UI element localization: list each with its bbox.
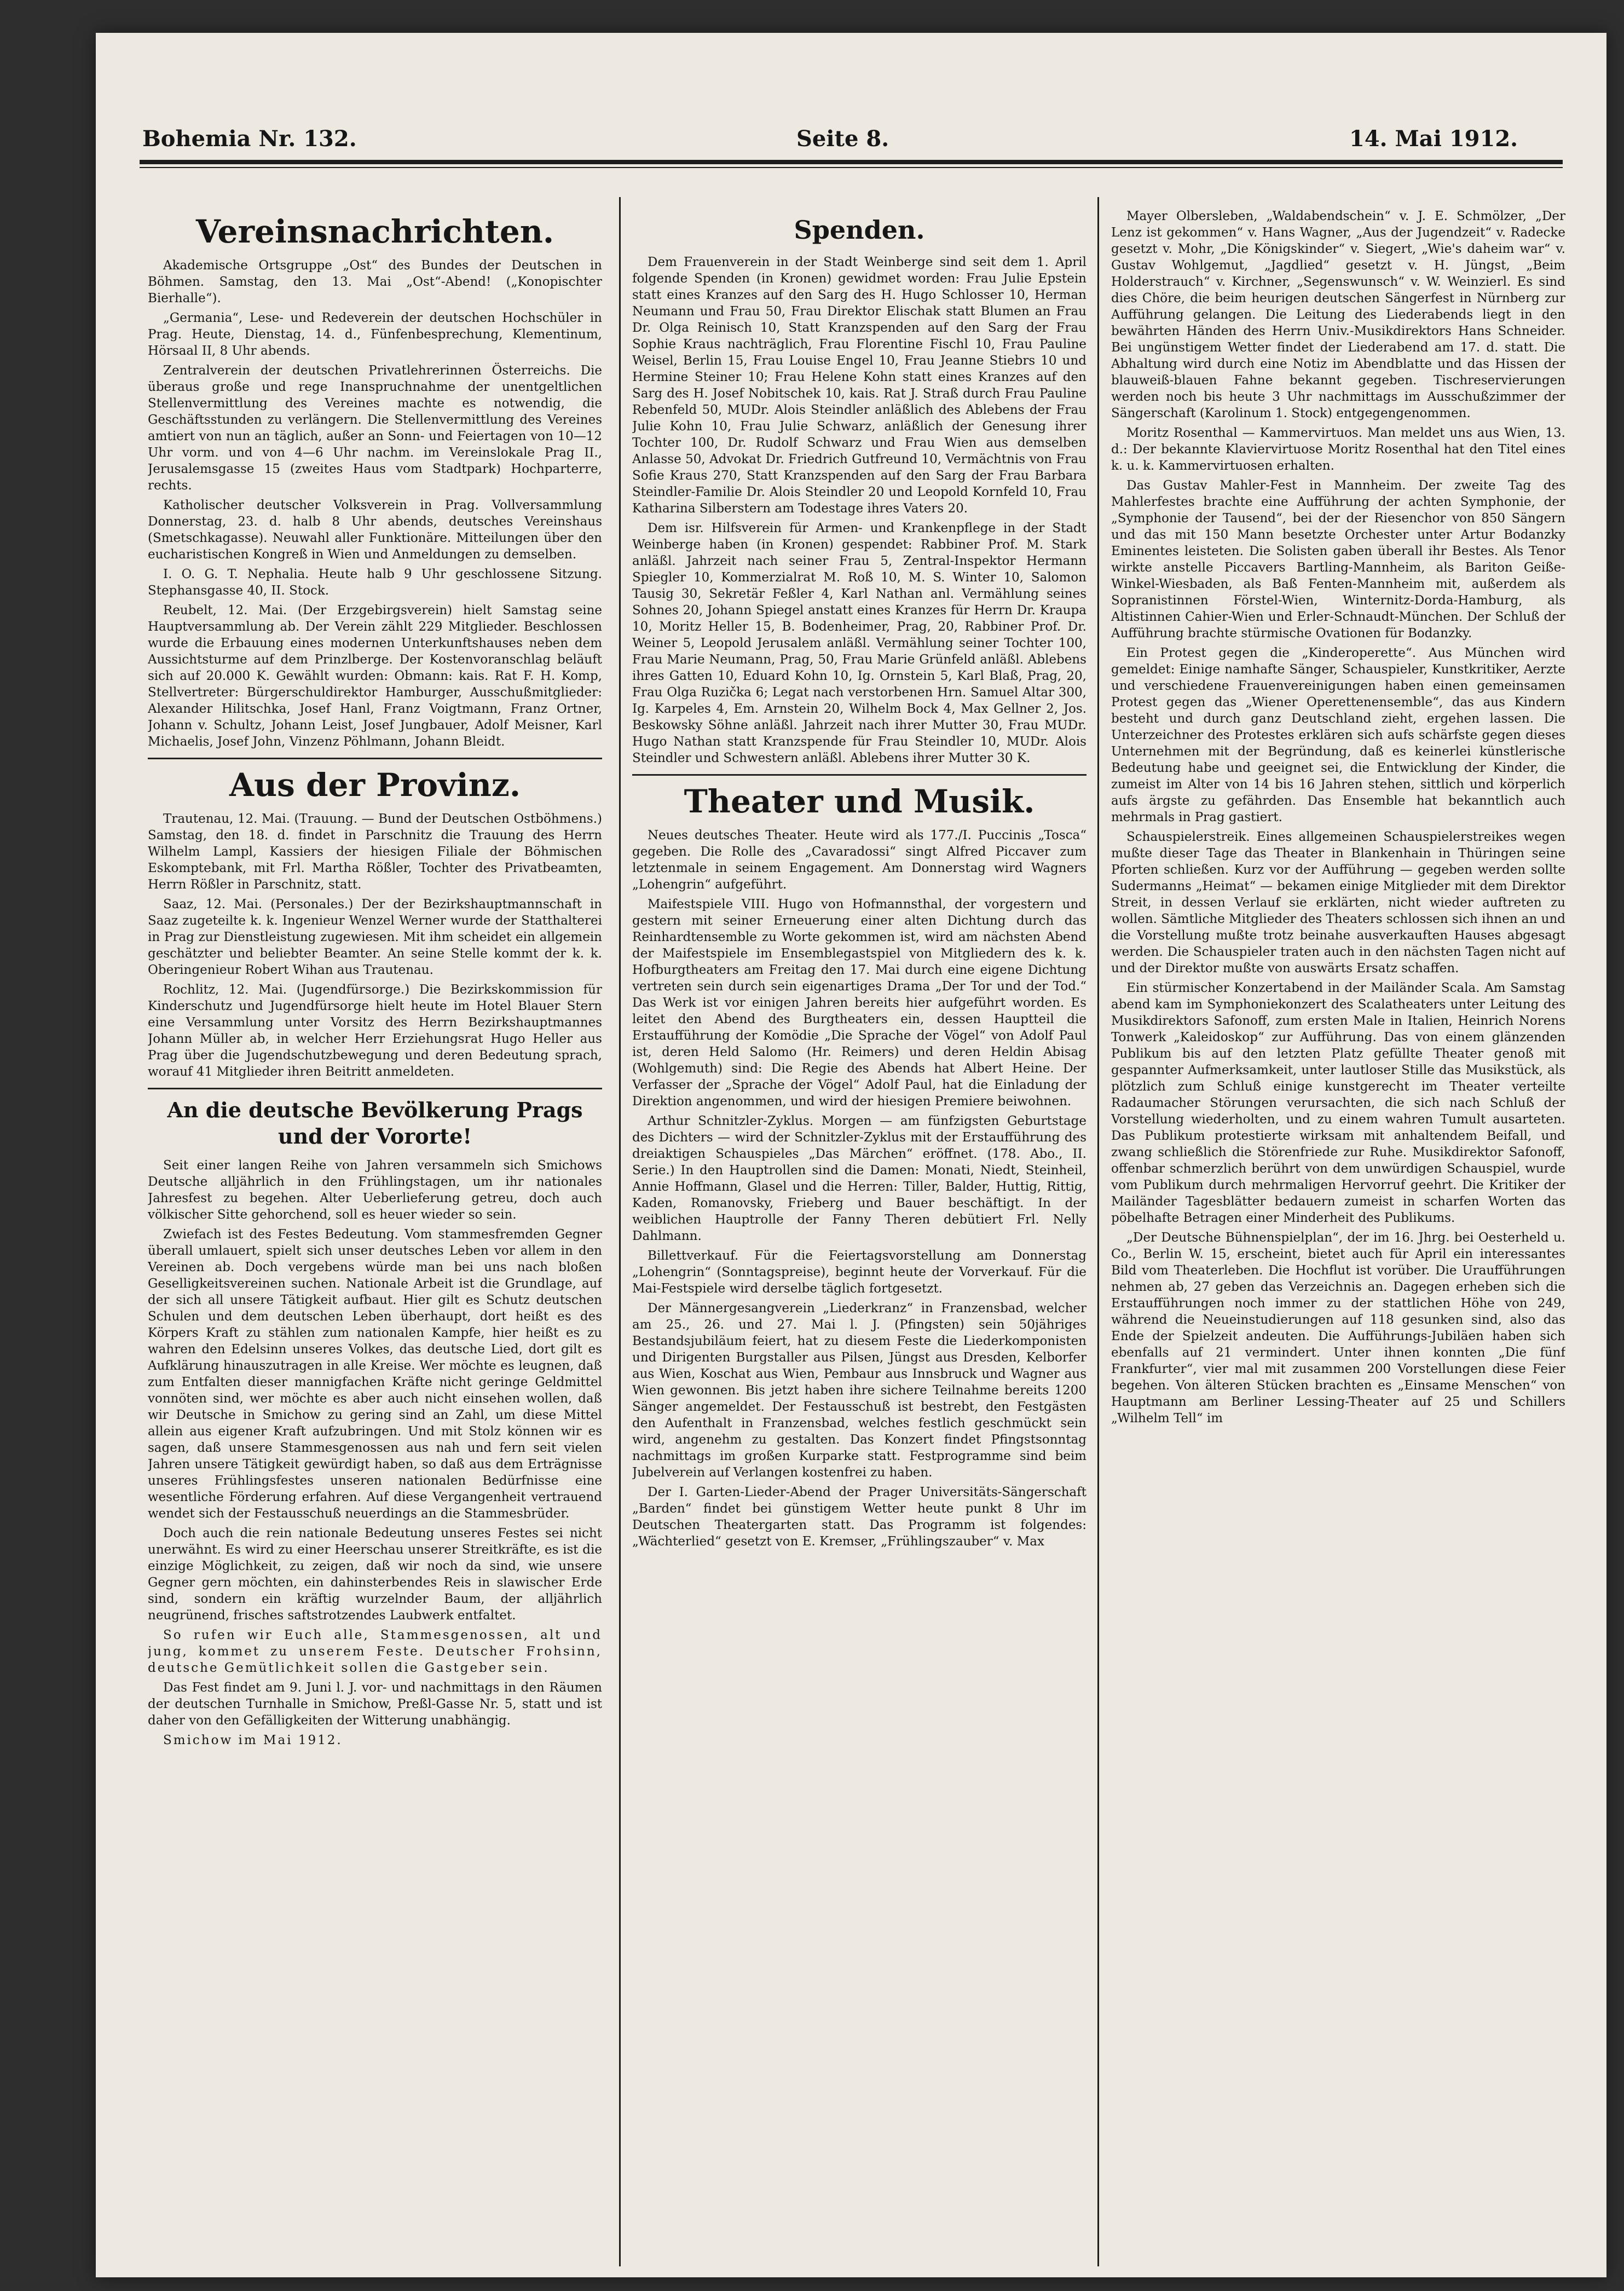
newspaper-page [96, 33, 1606, 2277]
article-paragraph: Saaz, 12. Mai. (Personales.) Der der Bezirkshauptmannschaft in Saaz zugeteilte k. k. Ingenieur Wenzel Werner wurde der Statthalterei in Prag zur Dienstleistung zugewiesen. Mit ihm scheidet ein allgemein geschätzter und beliebter Beamter. An seine Stelle kommt der k. k. Oberingenieur Robert Wihan aus Trautenau. [148, 897, 602, 977]
article-paragraph: Rochlitz, 12. Mai. (Jugendfürsorge.) Die Bezirkskommission für Kinderschutz und Jugendfürsorge hielt heute im Hotel Blauer Stern eine Versammlung unter Vorsitz des Herrn Bezirkshauptmannes Johann Müller ab, in welcher Herr Erziehungsrat Hugo Heller aus Prag über die Jugendschutzbewegung und deren Bedeutung sprach, worauf 41 Mitglieder ihren Beitritt anmeldeten. [148, 983, 602, 1079]
article-paragraph: „Der Deutsche Bühnenspielplan“, der im 16. Jhrg. bei Oesterheld u. Co., Berlin W. 15, erscheint, bietet auch für April ein interessantes Bild vom Theaterleben. Die Hochflut ist vorüber. Die Uraufführungen nehmen ab, 27 geben das Verzeichnis an. Dagegen erheben sich die Erstaufführungen noch immer zu der stattlichen Höhe von 249, während die Neueinstudierungen auf 118 gesunken sind, also das Ende der Spielzeit andeuten. Die Aufführungs-Jubiläen haben sich ebenfalls auf 21 vermindert. Unter ihnen konnten „Die fünf Frankfurter“, vier mal mit zusammen 200 Vorstellungen diese Feier begehen. Von älteren Stücken brachten es „Einsame Menschen“ von Hauptmann am Berliner Lessing-Theater auf 25 und Schillers „Wilhelm Tell“ im [1111, 1231, 1565, 1426]
section-title-appeal: An die deutsche Bevölkerung Prags und der Vororte! [167, 1098, 583, 1149]
article-paragraph: Der I. Garten-Lieder-Abend der Prager Universitäts-Sängerschaft „Barden“ findet bei günstigem Wetter heute punkt 8 Uhr im Deutschen Theatergarten statt. Das Programm ist folgendes: „Wächterlied“ gesetzt von E. Kremser, „Frühlingszauber“ v. Max [632, 1485, 1086, 1549]
article-paragraph: Seit einer langen Reihe von Jahren versammeln sich Smichows Deutsche alljährlich in den Frühlingstagen, um ihr nationales Jahresfest zu begehen. Alter Ueberlieferung getreu, doch auch völkischer Sitte gehorchend, soll es heuer wieder so sein. [148, 1158, 602, 1222]
header-rule [140, 160, 1563, 164]
header-date: 14. Mai 1912. [1349, 126, 1518, 152]
section-rule [148, 758, 602, 759]
column-3 [1111, 208, 1565, 2283]
header-rule-thin [140, 167, 1563, 168]
article-paragraph: Doch auch die rein nationale Bedeutung unseres Festes sei nicht unerwähnt. Es wird zu einer Heerschau unserer Streitkräfte, es ist die einzige Möglichkeit, zu zeigen, daß wir noch da sind, wie unsere Gegner gern möchten, ein dahinsterbendes Reis in slawischer Erde sind, sondern ein kräftig wurzelnder Baum, der alljährlich neugrünend, frisches saftstrotzendes Laubwerk entfaltet. [148, 1526, 602, 1623]
article-paragraph: Ein Protest gegen die „Kinderoperette“. Aus München wird gemeldet: Einige namhafte Sänger, Schauspieler, Kunstkritiker, Aerzte und verschiedene Frauenvereinigungen haben einen gemeinsamen Protest gegen das „Wiener Operettenensemble“, das aus Kindern besteht und durch ganz Deutschland zieht, ergehen lassen. Die Unterzeichner des Protestes erklären sich aufs schärfste gegen dieses Unternehmen mit der Begründung, daß es keinerlei künstlerische Bedeutung habe und geeignet sei, die Entwicklung der Kinder, die zumeist im Alter von 14 bis 16 Jahren stehen, sittlich und körperlich aufs ärgste zu gefährden. Das Ensemble hat bekanntlich auch mehrmals in Prag gastiert. [1111, 646, 1565, 824]
article-paragraph: Reubelt, 12. Mai. (Der Erzgebirgsverein) hielt Samstag seine Hauptversammlung ab. Der Verein zählt 229 Mitglieder. Beschlossen wurde die Erbauung eines modernen Unterkunftshauses neben dem Aussichtsturme auf dem Prinzlberge. Der Kostenvoranschlag beläuft sich auf 20.000 K. Gewählt wurden: Obmann: kais. Rat F. H. Komp, Stellvertreter: Bürgerschuldirektor Hamburger, Ausschußmitglieder: Alexander Hilitschka, Josef Hanl, Franz Voigtmann, Franz Ortner, Johann v. Schultz, Johann Leist, Josef Jungbauer, Adolf Meisner, Karl Michaelis, Josef John, Vinzenz Pöhlmann, Johann Bleidt. [148, 603, 602, 749]
article-paragraph: Trautenau, 12. Mai. (Trauung. — Bund der Deutschen Ostböhmens.) Samstag, den 18. d. findet in Parschnitz die Trauung des Herrn Wilhelm Lampl, Kassiers der hiesigen Filiale der Böhmischen Eskomptebank, mit Frl. Martha Rößler, Tochter des Privatbeamten, Herrn Rößler in Parschnitz, statt. [148, 812, 602, 892]
section-title-theater-und-musik: Theater und Musik. [684, 783, 1035, 820]
article-paragraph: „Germania“, Lese- und Redeverein der deutschen Hochschüler in Prag. Heute, Dienstag, 14. d., Fünfenbesprechung, Klementinum, Hörsaal II, 8 Uhr abends. [148, 311, 602, 358]
article-signature: Smichow im Mai 1912. [163, 1733, 343, 1747]
article-paragraph: Billettverkauf. Für die Feiertagsvorstellung am Donnerstag „Lohengrin“ (Sonntagspreise), beginnt heute der Vorverkauf. Für die Mai-Festspiele wird derselbe täglich fortgesetzt. [632, 1249, 1086, 1296]
section-title-spenden: Spenden. [794, 215, 925, 245]
article-paragraph: Zentralverein der deutschen Privatlehrerinnen Österreichs. Die überaus große und rege Inanspruchnahme der unentgeltlichen Stellenvermittlung des Vereines machte es notwendig, die Geschäftsstunden zu verlängern. Die Stellenvermittlung des Vereines amtiert von nun an täglich, außer an Sonn- und Feiertagen von 10—12 Uhr vorm. und von 4—6 Uhr nachm. im Vereinslokale Prag II., Jerusalemsgasse 15 (zweites Haus vom Stadtpark) Hochparterre, rechts. [148, 363, 602, 493]
article-paragraph: Dem isr. Hilfsverein für Armen- und Krankenpflege in der Stadt Weinberge haben (in Kronen) gespendet: Rabbiner Prof. M. Stark anläßl. Jahrzeit nach seiner Frau 5, Zentral-Inspektor Hermann Spiegler 10, Kommerzialrat M. Roß 10, M. S. Winter 10, Salomon Tausig 30, Sekretär Feßler 4, Karl Nathan anl. Vermählung seines Sohnes 20, Johann Spiegel anstatt eines Kranzes für Herrn Dr. Kraupa 10, Moritz Heller 15, B. Bodenheimer, Prag, 20, Rabbiner Prof. Dr. Weiner 5, Leopold Jerusalem anläßl. Vermählung seiner Tochter 100, Frau Marie Neumann, Prag, 50, Frau Marie Grünfeld anläßl. Ablebens ihres Gatten 10, Eduard Kohn 10, Ig. Ornstein 5, Karl Blaß, Prag, 20, Frau Olga Ruzička 6; Legat nach verstorbenen Hrn. Samuel Altar 300, Ig. Karpeles 4, Em. Arnstein 20, Wilhelm Bock 4, Max Gellner 2, Jos. Beskowsky Söhne anläßl. Jahrzeit nach ihrer Mutter 30, Frau MUDr. Hugo Nathan statt Kranzspende für Frau Steindler 10, MUDr. Alois Steindler und Schwestern anläßl. Ablebens ihrer Mutter 30 K. [632, 521, 1086, 765]
article-paragraph: Schauspielerstreik. Eines allgemeinen Schauspielerstreikes wegen mußte dieser Tage das Theater in Blankenhain in Thüringen seine Pforten schließen. Kurz vor der Aufführung — gegeben werden sollte Sudermanns „Heimat“ — bekamen einige Mitglieder mit dem Direktor Streit, in dessen Verlauf sie erklärten, nicht wieder auftreten zu wollen. Sämtliche Mitglieder des Theaters schlossen sich ihnen an und die Vorstellung mußte trotz beinahe ausverkauften Hauses abgesagt werden. Die Schauspieler traten auch in den nächsten Tagen nicht auf und der Direktor mußte von auswärts Ersatz schaffen. [1111, 830, 1565, 976]
header-page-number: Seite 8. [796, 126, 889, 152]
article-paragraph: Zwiefach ist des Festes Bedeutung. Vom stammesfremden Gegner überall umlauert, spielt sich unser deutsches Leben vor allem in den Vereinen ab. Doch vergebens würde man bei uns nach bloßen Geselligkeitsvereinen suchen. Nationale Arbeit ist die Grundlage, auf der sich all unsere Tätigkeit aufbaut. Hier gilt es Schutz deutschen Schulen und dem deutschen Leben überhaupt, dort heißt es des Körpers Kraft zu stählen zum nationalen Kampfe, hier heißt es zu wahren den Edelsinn unseres Volkes, das deutsche Lied, dort gilt es Aufklärung hinauszutragen in alle Kreise. Wer möchte es leugnen, daß zum Entfalten dieser mannigfachen Kräfte nicht geringe Geldmittel vonnöten sind, wer möchte es aber auch nicht einsehen wollen, daß wir Deutsche in Smichow zu gering sind an Zahl, um diese Mittel allein aus eigener Kraft aufzubringen. Und mit Stolz können wir es sagen, daß unsere Stammesgenossen aus nah und fern seit vielen Jahren unsere Tätigkeit gewürdigt haben, so daß aus dem Erträgnisse unseres Frühlingsfestes unseren nationalen Bedürfnisse eine wesentliche Förderung erfahren. Auf diese Vergangenheit vertrauend wendet sich der Festausschuß neuerdings an die Stammesbrüder. [148, 1227, 602, 1521]
article-paragraph: Ein stürmischer Konzertabend in der Mailänder Scala. Am Samstag abend kam im Symphoniekonzert des Scalatheaters unter Leitung des Musikdirektors Safonoff, zum ersten Male in Italien, Heinrich Norens Tonwerk „Kaleidoskop“ zur Aufführung. Das von einem glänzenden Publikum bis auf den letzten Platz gefüllte Theater genoß mit gespannter Aufmerksamkeit, unter lautloser Stille das Musikstück, als plötzlich zum Schluß einige kunstgerecht im Theater verteilte Radaumacher Störungen verursachten, die sich nach Schluß der Vorstellung wiederholten, und zu einem wahren Tumult ausarteten. Das Publikum protestierte wirksam mit anhaltendem Beifall, und zwang schließlich die Störenfriede zur Ruhe. Musikdirektor Safonoff, offenbar schmerzlich berührt von dem unwürdigen Schauspiel, wurde vom Publikum durch mehrmaligen Hervorruf geehrt. Die Kritiker der Mailänder Tagesblätter bedauern zumeist in scharfen Worten das pöbelhafte Betragen einer Minderheit des Publikums. [1111, 981, 1565, 1225]
article-paragraph: Dem Frauenverein in der Stadt Weinberge sind seit dem 1. April folgende Spenden (in Kronen) gewidmet worden: Frau Julie Epstein statt eines Kranzes auf den Sarg des H. Hugo Schlosser 10, Herman Neumann und Frau 50, Frau Direktor Elischak statt Blumen an Frau Dr. Olga Reinisch 10, Statt Kranzspenden auf den Sarg der Frau Sophie Kraus nachträglich, Frau Florentine Fischl 10, Frau Pauline Weisel, Berlin 15, Frau Louise Engel 10, Frau Jeanne Stiebrs 10 und Hermine Steiner 10; Frau Helene Kohn statt eines Kranzes auf den Sarg des H. Josef Nobitschek 10, kais. Rat J. Straß durch Frau Pauline Rebenfeld 50, MUDr. Alois Steindler anläßlich des Ablebens der Frau Julie Kohn 10, Frau Julie Schwarz, anläßlich der Genesung ihrer Tochter 100, Dr. Rudolf Schwarz und Frau Wien aus demselben Anlasse 50, Advokat Dr. Friedrich Gutfreund 10, Vermächtnis von Frau Sofie Kraus 270, Statt Kranzspenden auf den Sarg der Frau Barbara Steindler-Familie Dr. Alois Steindler 20 und Leopold Kornfeld 10, Frau Katharina Silberstern am Todestage ihres Vaters 20. [632, 255, 1086, 516]
article-paragraph: Arthur Schnitzler-Zyklus. Morgen — am fünfzigsten Geburtstage des Dichters — wird der Schnitzler-Zyklus mit der Erstaufführung des dreiaktigen Schauspieles „Das Märchen“ eröffnet. (178. Abo., II. Serie.) In den Hauptrollen sind die Damen: Monati, Niedt, Steinheil, Annie Hoffmann, Glasel und die Herren: Tiller, Balder, Huttig, Rittig, Kaden, Romanovsky, Frieberg und Bauer beschäftigt. In der weiblichen Hauptrolle der Fanny Theren debütiert Frl. Nelly Dahlmann. [632, 1114, 1086, 1243]
section-title-vereinsnachrichten: Vereinsnachrichten. [195, 213, 554, 250]
article-paragraph: Akademische Ortsgruppe „Ost“ des Bundes der Deutschen in Böhmen. Samstag, den 13. Mai „Ost“-Abend! („Konopischter Bierhalle“). [148, 258, 602, 305]
article-paragraph: Maifestspiele VIII. Hugo von Hofmannsthal, der vorgestern und gestern mit seiner Erneuerung einer alten Dichtung durch das Reinhardtensemble zu Worte gekommen ist, wird am nächsten Abend der Maifestspiele im Ensemblegastspiel von Mitgliedern des k. k. Hofburgtheaters am Freitag den 17. Mai durch eine eigene Dichtung vertreten sein durch sein eigenartiges Drama „Der Tor und der Tod.“ Das Werk ist vor einigen Jahren bereits hier aufgeführt worden. Es leitet den Abend des Burgtheaters ein, dessen Hauptteil die Erstaufführung der Komödie „Die Sprache der Vögel“ von Adolf Paul ist, deren Held Salomo (Hr. Reimers) und deren Heldin Abisag (Wohlgemuth) sind: Die Regie des Abends hat Albert Heine. Der Verfasser der „Sprache der Vögel“ Adolf Paul, hat die Einladung der Direktion angenommen, und wird der hiesigen Premiere beiwohnen. [632, 897, 1086, 1109]
article-paragraph: Das Fest findet am 9. Juni l. J. vor- und nachmittags in den Räumen der deutschen Turnhalle in Smichow, Preßl-Gasse Nr. 5, statt und ist daher von den Gefälligkeiten der Witterung unabhängig. [148, 1681, 602, 1728]
article-paragraph: Katholischer deutscher Volksverein in Prag. Vollversammlung Donnerstag, 23. d. halb 8 Uhr abends, deutsches Vereinshaus (Smetschkagasse). Neuwahl aller Funktionäre. Mitteilungen über den eucharistischen Kongreß in Wien und Anmeldungen zu demselben. [148, 498, 602, 562]
article-paragraph: Der Männergesangverein „Liederkranz“ in Franzensbad, welcher am 25., 26. und 27. Mai l. J. (Pfingsten) sein 50jähriges Bestandsjubiläum feiert, hat zu diesem Feste die Liederkomponisten und Dirigenten Burgstaller aus Pilsen, Jüngst aus Dresden, Kelborfer aus Wien, Koschat aus Wien, Pembaur aus Innsbruck und Wagner aus Wien gewonnen. Bis jetzt haben ihre sichere Teilnahme bereits 1200 Sänger angemeldet. Der Festausschuß ist bestrebt, den Festgästen den Aufenthalt in Franzensbad, welches festlich geschmückt sein wird, angenehm zu gestalten. Das Konzert findet Pfingstsonntag nachmittags im großen Kurparke statt. Festprogramme sind beim Jubelverein auf Verlangen kostenfrei zu haben. [632, 1301, 1086, 1480]
article-paragraph: Neues deutsches Theater. Heute wird als 177./I. Puccinis „Tosca“ gegeben. Die Rolle des „Cavaradossi“ singt Alfred Piccaver zum letztenmale in seinem Engagement. Am Donnerstag wird Wagners „Lohengrin“ aufgeführt. [632, 828, 1086, 892]
column-1 [148, 208, 602, 2283]
section-rule [148, 1088, 602, 1089]
article-paragraph: I. O. G. T. Nephalia. Heute halb 9 Uhr geschlossene Sitzung. Stephansgasse 40, II. Stock. [148, 567, 602, 598]
article-paragraph: Das Gustav Mahler-Fest in Mannheim. Der zweite Tag des Mahlerfestes brachte eine Aufführung der achten Symphonie, der „Symphonie der Tausend“, bei der der Riesenchor von 850 Sängern und das mit 150 Mann besetzte Orchester unter Artur Bodanzky Eminentes leisteten. Die Solisten gaben überall ihr Bestes. Als Tenor wirkte anstelle Piccavers Bartling-Mannheim, als Bariton Geiße-Winkel-Wiesbaden, als Baß Fenten-Mannheim mit, außerdem als Sopranistinnen Förstel-Wien, Winternitz-Dorda-Hamburg, als Altistinnen Cahier-Wien und Erler-Schnaudt-München. Der Schluß der Aufführung brachte stürmische Ovationen für Bodanzky. [1111, 478, 1565, 640]
header-issue: Bohemia Nr. 132. [142, 126, 357, 152]
column-2 [632, 208, 1086, 2283]
section-rule [632, 774, 1086, 776]
section-title-aus-der-provinz: Aus der Provinz. [229, 766, 521, 804]
article-paragraph: Mayer Olbersleben, „Waldabendschein“ v. J. E. Schmölzer, „Der Lenz ist gekommen“ v. Hans Wagner, „Aus der Jugendzeit“ v. Radecke gesetzt v. Mohr, „Die Königskinder“ v. Siegert, „Wie's daheim war“ v. Gustav Wohlgemut, „Jagdlied“ gesetzt v. H. Jüngst, „Beim Holderstrauch“ v. Kirchner, „Segenswunsch“ v. W. Weinzierl. Es sind dies Chöre, die beim heurigen deutschen Sängerfest in Nürnberg zur Aufführung gelangen. Die Leitung des Liederabends liegt in den bewährten Händen des Herrn Univ.-Musikdirektors Hans Schneider. Bei ungünstigem Wetter findet der Liederabend am 17. d. statt. Die Abhaltung wird durch eine Notiz im Abendblatte und das Hissen der blauweiß-blauen Fahne bekannt gegeben. Tischreservierungen werden noch bis heute 3 Uhr nachmittags im Ausschußzimmer der Sängerschaft (Karolinum 1. Stock) entgegengenommen. [1111, 209, 1565, 420]
column-divider-1 [619, 197, 621, 2266]
article-paragraph: So rufen wir Euch alle, Stammesgenossen, alt und jung, kommet zu unserem Feste. Deutscher Frohsinn, deutsche Gemütlichkeit sollen die Gastgeber sein. [148, 1628, 602, 1675]
column-divider-2 [1097, 197, 1099, 2266]
article-paragraph: Moritz Rosenthal — Kammervirtuos. Man meldet uns aus Wien, 13. d.: Der bekannte Klaviervirtuose Moritz Rosenthal hat den Titel eines k. u. k. Kammervirtuosen erhalten. [1111, 426, 1565, 473]
